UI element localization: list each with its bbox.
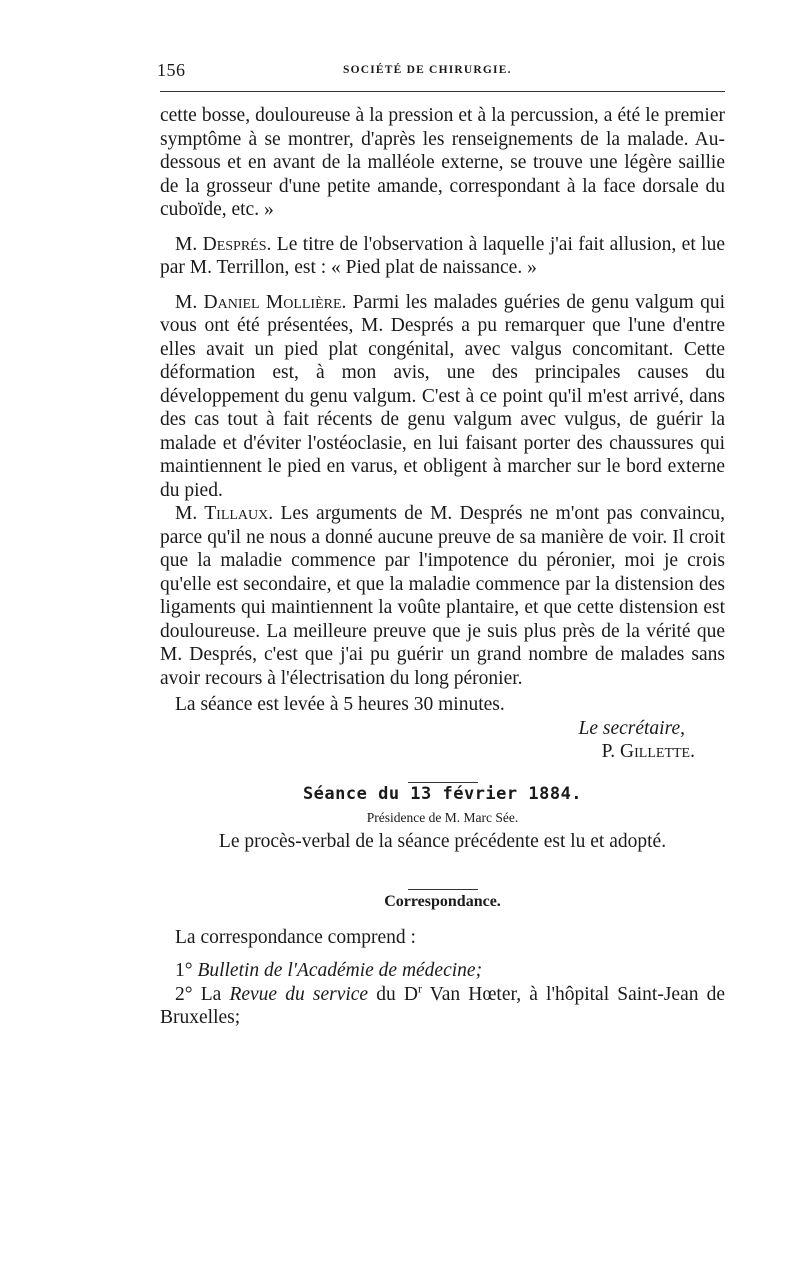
session-presidence: Présidence de M. Marc Sée. <box>366 810 519 825</box>
tillaux-text: Les arguments de M. Després ne m'ont pas convaincu, parce qu'il ne nous a donné aucune preuve de sa manière de voir. Il croit que la maladie commence par l'impotence du péronier, moi je crois qu'elle est secondaire, et que la maladie commence par la distension des ligaments qui maintiennent la voûte plantaire, et que cette distension est douloureuse. La meilleure preuve que je suis plus près de la vérité que M. Després, c'est que j'ai pu guérir un grand nombre de malades sans avoir recours à l'électrisation du long péronier. <box>160 503 726 689</box>
page-header <box>157 60 725 82</box>
item-2-number: 2° <box>175 983 193 1005</box>
signature-name-text: P. Gillette. <box>601 741 695 762</box>
correspondance-item-2 <box>160 983 725 1030</box>
despres-text: Le titre de l'observation à laquelle j'ai fait allusion, et lue par M. Terrillon, est : « Pied plat de naissance. » <box>160 233 725 278</box>
paragraph-molliere <box>160 291 725 503</box>
molliere-text: Parmi les malades guéries de genu valgum qui vous ont été présentées, M. Després a pu remarquer que l'une d'entre elles avait un pied plat congénital, avec valgus concomitant. Cette déformation est, à mon avis, une des principales causes du développement du genu valgum. C'est à ce point qu'il m'est arrivé, dans des cas tout à fait récents de genu valgum avec vulgus, de guérir la malade et d'éviter l'ostéoclasie, en lui faisant porter des chaussures qui maintiennent le pied en varus, et obligent à marcher sur le bord externe du pied. <box>160 291 725 501</box>
speaker-despres: M. Després. <box>175 233 272 255</box>
paragraph-despres <box>160 233 725 280</box>
running-title: SOCIÉTÉ DE CHIRURGIE. <box>343 64 512 76</box>
session-title: Séance du 13 février 1884. <box>302 783 583 804</box>
item-1-title: Bulletin de l'Académie de médecine; <box>197 960 483 981</box>
item-2-mid: du D <box>376 983 418 1005</box>
item-1-number: 1° <box>175 960 193 981</box>
paragraph-tillaux <box>160 502 725 690</box>
correspondance-intro: La correspondance comprend : <box>175 926 416 948</box>
paragraph-continuation: cette bosse, douloureuse à la pression et à la percussion, a été le premier symptôme à se montrer, d'après les renseignements de la malade. Au-dessous et en avant de la malléole externe, se trouve une légère saillie de la grosseur d'une petite amande, correspondant à la face dorsale du cuboïde, etc. » <box>160 105 725 220</box>
signature-role: Le secrétaire, <box>578 717 685 739</box>
correspondance-item-1 <box>160 959 725 983</box>
item-2-post: Van Hœter, à l'hôpital Saint-Jean de Bruxelles; <box>160 983 726 1028</box>
header-rule <box>160 91 725 92</box>
body-text <box>160 104 725 1030</box>
item-2-title: Revue du service <box>229 983 369 1005</box>
correspondance-heading: Correspondance. <box>384 893 501 910</box>
item-2-pre: La <box>200 983 222 1005</box>
item-2-sup: r <box>417 981 422 995</box>
paragraph-closing: La séance est levée à 5 heures 30 minutes. <box>175 694 505 715</box>
page-number: 156 <box>157 60 186 80</box>
speaker-tillaux: M. Tillaux. <box>175 503 274 524</box>
proces-verbal: Le procès-verbal de la séance précédente est lu et adopté. <box>218 830 667 852</box>
speaker-molliere: M. Daniel Mollière. <box>175 291 347 313</box>
signature-name <box>160 740 725 764</box>
